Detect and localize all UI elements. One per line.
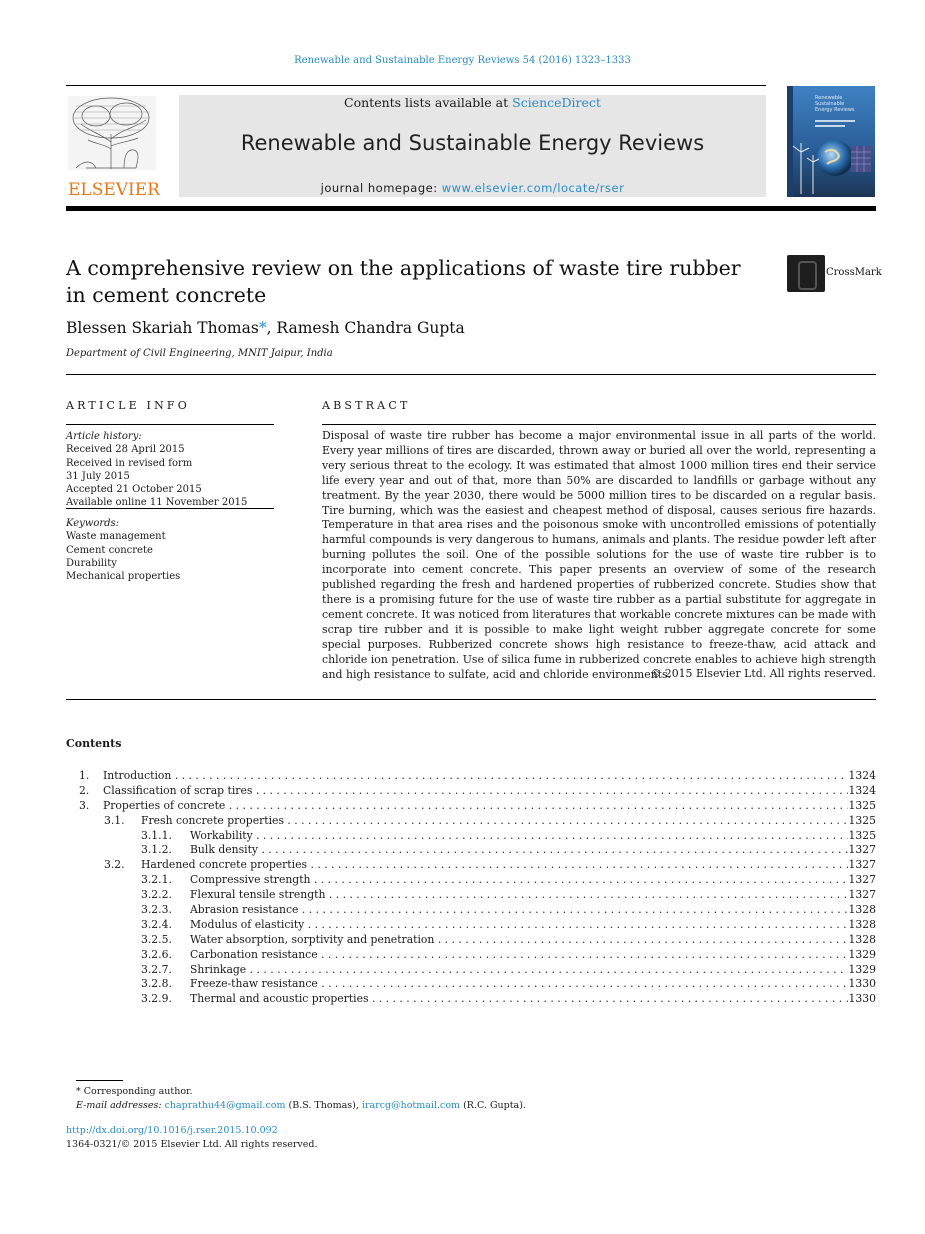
crossmark-badge[interactable] <box>787 255 882 293</box>
toc-number: 1. <box>79 769 90 782</box>
toc-title[interactable]: Properties of concrete . . . <box>103 799 848 814</box>
toc-number: 3.2.6. <box>141 947 172 961</box>
toc-title[interactable]: Workability . . . <box>190 829 848 844</box>
toc-page-number: 1324 <box>848 769 876 782</box>
email-owner: (B.S. Thomas), <box>285 1099 362 1111</box>
homepage-prefix: journal homepage: <box>320 181 438 195</box>
toc-title[interactable]: Freeze-thaw resistance . . . <box>190 977 848 992</box>
history-entry: Accepted 21 October 2015 <box>66 484 202 496</box>
toc-number: 3.2.4. <box>141 917 172 931</box>
article-info-heading: ARTICLE INFO <box>66 399 190 412</box>
toc-title[interactable]: Introduction . . . <box>103 769 848 784</box>
toc-number: 3.2.5. <box>141 932 172 946</box>
elsevier-logo <box>66 94 160 198</box>
divider <box>66 374 876 375</box>
toc-number: 3. <box>79 798 90 812</box>
toc-page-number: 1329 <box>848 962 876 976</box>
divider <box>66 424 274 425</box>
corresponding-author-link[interactable]: * <box>258 319 267 337</box>
table-of-contents <box>66 769 876 1007</box>
toc-page-number: 1329 <box>848 947 876 961</box>
journal-homepage-line <box>179 181 766 195</box>
toc-entry[interactable] <box>66 829 876 844</box>
issn-line: 1364-0321/© 2015 Elsevier Ltd. All rights reserved. <box>66 1138 318 1150</box>
keyword: Waste management <box>66 531 166 543</box>
doi-block <box>66 1124 318 1151</box>
toc-page-number: 1327 <box>848 843 876 857</box>
toc-entry[interactable] <box>66 933 876 948</box>
toc-entry[interactable] <box>66 784 876 799</box>
toc-title[interactable]: Modulus of elasticity . . . <box>190 918 848 933</box>
toc-entry[interactable] <box>66 963 876 978</box>
toc-entry[interactable] <box>66 992 876 1007</box>
sciencedirect-link[interactable]: ScienceDirect <box>512 95 601 110</box>
keywords <box>66 517 274 583</box>
toc-title[interactable]: Carbonation resistance . . . <box>190 948 848 963</box>
toc-number: 3.1.2. <box>141 843 172 857</box>
keywords-label: Keywords: <box>66 518 120 529</box>
svg-text:Renewable: Renewable <box>815 95 843 101</box>
author-name: , Ramesh Chandra Gupta <box>266 319 465 337</box>
toc-number: 3.2.9. <box>141 992 172 1006</box>
svg-text:Energy Reviews: Energy Reviews <box>815 107 855 113</box>
toc-entry[interactable] <box>66 814 876 829</box>
toc-entry[interactable] <box>66 977 876 992</box>
abstract-body: Disposal of waste tire rubber has become a major environmental issue in all parts of the world. Every year millions of tires are discarded, thrown away or buried all over the world, representing a very serious threat to the ecology. It was estimated that almost 1000 million tires end their service life every year and out of that, more than 50% are discarded to landfills or garbage without any treatment. By the year 2030, there would be 5000 million tires to be discarded on a regular basis. Tire burning, which was the easiest and cheapest method of disposal, causes serious fire hazards. Temperature in that area rises and the poisonous smoke with uncontrolled emissions of potentially harmful compounds is very dangerous to humans, animals and plants. The residue powder left after burning pollutes the soil. One of the possible solutions for the use of waste tire rubber is to incorporate into cement concrete. This paper presents an overview of some of the research published regarding the fresh and hardened properties of rubberized concrete. Studies show that there is a promising future for the use of waste tire rubber as a partial substitute for aggregate in cement concrete. It was noticed from literatures that workable concrete mixtures can be made with scrap tire rubber and it is possible to make light weight rubber aggregate concrete for some special purposes. Rubberized concrete shows high resistance to freeze-thaw, acid attack and chloride ion penetration. Use of silica fume in rubberized concrete enables to achieve high strength and high resistance to sulfate, acid and chloride environments. <box>322 429 876 681</box>
journal-banner <box>179 95 766 197</box>
crossmark-label: CrossMark <box>826 267 882 278</box>
affiliation: Department of Civil Engineering, MNIT Jaipur, India <box>66 348 333 359</box>
toc-number: 3.2.8. <box>141 977 172 991</box>
toc-page-number: 1330 <box>848 992 876 1006</box>
toc-entry[interactable] <box>66 769 876 784</box>
toc-title[interactable]: Thermal and acoustic properties . . . <box>190 992 848 1007</box>
email-line <box>76 1099 526 1113</box>
author-name: Blessen Skariah Thomas <box>66 319 259 337</box>
toc-number: 3.2.2. <box>141 888 172 902</box>
abstract-heading: ABSTRACT <box>322 399 411 412</box>
toc-number: 3.2. <box>104 858 125 872</box>
toc-title[interactable]: Flexural tensile strength . . . <box>190 888 848 903</box>
journal-reference[interactable]: Renewable and Sustainable Energy Reviews 54 (2016) 1323–1333 <box>294 55 631 66</box>
history-entry: Available online 11 November 2015 <box>66 497 248 509</box>
homepage-link[interactable]: www.elsevier.com/locate/rser <box>441 181 625 195</box>
journal-cover-image <box>787 86 875 197</box>
footnote-rule <box>76 1080 123 1081</box>
toc-title[interactable]: Shrinkage . . . <box>190 963 848 978</box>
article-history <box>66 430 274 510</box>
toc-page-number: 1327 <box>848 873 876 887</box>
journal-title: Renewable and Sustainable Energy Reviews <box>240 131 705 155</box>
toc-title[interactable]: Classification of scrap tires . . . <box>103 784 848 799</box>
email-link[interactable]: chaprathu44@gmail.com <box>164 1099 286 1111</box>
keyword: Mechanical properties <box>66 571 181 583</box>
email-owner: (R.C. Gupta). <box>460 1099 526 1111</box>
toc-title[interactable]: Bulk density . . . <box>190 843 848 858</box>
toc-page-number: 1327 <box>848 858 876 872</box>
toc-number: 2. <box>79 783 90 797</box>
toc-entry[interactable] <box>66 948 876 963</box>
toc-number: 3.1.1. <box>141 828 172 842</box>
toc-number: 3.2.1. <box>141 873 172 887</box>
toc-page-number: 1328 <box>848 932 876 946</box>
email-label: E-mail addresses: <box>76 1099 162 1111</box>
header-bottom-rule <box>66 206 876 211</box>
author-list <box>66 319 465 337</box>
divider <box>66 699 876 700</box>
contents-available-line <box>179 95 766 110</box>
toc-title[interactable]: Hardened concrete properties . . . <box>141 858 848 873</box>
toc-title[interactable]: Abrasion resistance . . . <box>190 903 848 918</box>
contents-prefix: Contents lists available at <box>344 95 509 110</box>
history-entry: Received 28 April 2015 <box>66 444 185 456</box>
toc-page-number: 1325 <box>848 813 876 827</box>
toc-entry[interactable] <box>66 918 876 933</box>
footnote <box>76 1085 526 1112</box>
toc-entry[interactable] <box>66 888 876 903</box>
divider <box>66 508 274 509</box>
keyword: Cement concrete <box>66 544 153 556</box>
doi-link[interactable]: http://dx.doi.org/10.1016/j.rser.2015.10.092 <box>66 1125 278 1136</box>
keyword: Durability <box>66 557 117 569</box>
toc-title[interactable]: Water absorption, sorptivity and penetration . . . <box>190 933 848 948</box>
elsevier-wordmark: ELSEVIER <box>68 180 160 198</box>
toc-number: 3.2.3. <box>141 903 172 917</box>
toc-title[interactable]: Fresh concrete properties . . . <box>141 814 848 829</box>
toc-entry[interactable] <box>66 799 876 814</box>
header-top-rule <box>66 85 766 86</box>
history-entry: 31 July 2015 <box>66 470 130 482</box>
abstract-copyright: © 2015 Elsevier Ltd. All rights reserved. <box>650 667 876 680</box>
article-title: A comprehensive review on the applications of waste tire rubber in cement concrete <box>66 256 741 307</box>
history-label: Article history: <box>66 431 142 442</box>
elsevier-tree-icon <box>66 94 160 198</box>
toc-number: 3.2.7. <box>141 962 172 976</box>
toc-number: 3.1. <box>104 813 125 827</box>
crossmark-icon <box>787 255 825 292</box>
toc-page-number: 1325 <box>848 828 876 842</box>
toc-entry[interactable] <box>66 903 876 918</box>
corresponding-author-note: * Corresponding author. <box>76 1086 193 1097</box>
toc-title[interactable]: Compressive strength . . . <box>190 873 848 888</box>
toc-page-number: 1328 <box>848 917 876 931</box>
toc-entry[interactable] <box>66 843 876 858</box>
contents-heading: Contents <box>66 737 122 750</box>
email-link[interactable]: irarcg@hotmail.com <box>361 1099 461 1111</box>
toc-entry[interactable] <box>66 873 876 888</box>
toc-entry[interactable] <box>66 858 876 873</box>
svg-text:Sustainable: Sustainable <box>815 101 845 107</box>
toc-page-number: 1327 <box>848 888 876 902</box>
divider <box>322 424 876 425</box>
toc-page-number: 1328 <box>848 903 876 917</box>
history-entry: Received in revised form <box>66 457 193 469</box>
toc-page-number: 1325 <box>848 798 876 812</box>
toc-page-number: 1330 <box>848 977 876 991</box>
toc-page-number: 1324 <box>848 783 876 797</box>
